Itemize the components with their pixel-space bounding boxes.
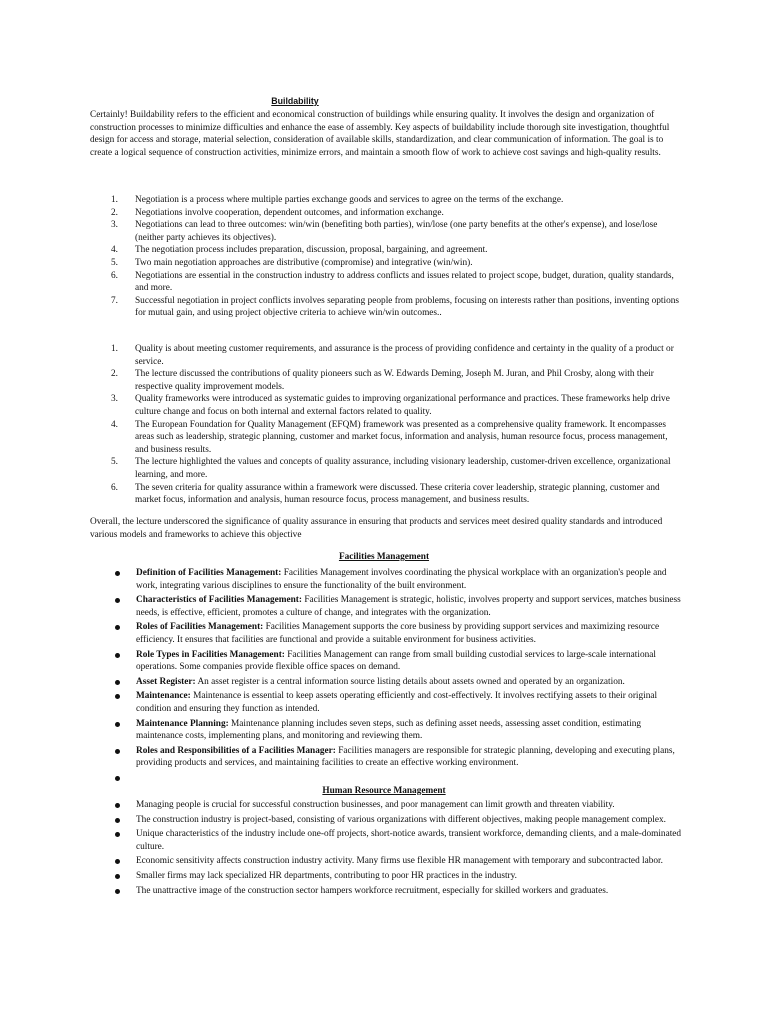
list-item <box>90 368 682 393</box>
list-item <box>90 393 682 418</box>
list-item <box>90 295 682 320</box>
bullet-label: Definition of Facilities Management: <box>136 568 282 578</box>
list-item-text: The negotiation process includes preparation, discussion, proposal, bargaining, and agreement. <box>135 245 488 256</box>
bullet-item <box>90 567 682 592</box>
list-item-number: 6. <box>111 270 118 281</box>
list-item <box>90 244 682 257</box>
list-item-number: 4. <box>111 245 118 256</box>
list-item-number: 1. <box>111 344 118 354</box>
list-item-number: 3. <box>111 220 118 231</box>
bullet-item <box>90 870 682 883</box>
list-item-text: Quality frameworks were introduced as systematic guides to improving organizational performance and practices. These frameworks help drive culture change and focus on both internal and external factors related to quality. <box>135 394 670 417</box>
list-item <box>90 419 682 457</box>
document-title: Buildability <box>271 96 319 106</box>
list-item-text: Quality is about meeting customer requirements, and assurance is the process of providing confidence and certainty in the quality of a product or service. <box>135 344 674 367</box>
list-item <box>90 257 682 270</box>
bullet-item <box>90 855 682 868</box>
bullet-text: Managing people is crucial for successful construction businesses, and poor management can limit growth and threaten viability. <box>136 800 615 810</box>
bullet-text: Maintenance planning includes seven steps, such as defining asset needs, assessing asset condition, estimating maintenance costs, implementing plans, and monitoring and reviewing them. <box>136 718 642 742</box>
bullet-text: The unattractive image of the construction sector hampers workforce recruitment, especially for skilled workers and graduates. <box>136 885 609 896</box>
list-item-number: 2. <box>111 207 118 218</box>
bullet-icon <box>115 653 120 658</box>
bullet-item <box>90 745 682 770</box>
bullet-item <box>90 594 682 619</box>
list-item-number: 4. <box>111 419 118 430</box>
bullet-item <box>90 814 682 827</box>
bullet-text: Maintenance is essential to keep assets operating efficiently and cost-effectively. It involves rectifying assets to their original condition and ensuring they function as intended. <box>136 691 658 714</box>
bullet-icon <box>115 680 120 685</box>
bullet-label: Characteristics of Facilities Management: <box>136 595 303 606</box>
bullet-item <box>90 649 682 674</box>
intro-paragraph: Certainly! Buildability refers to the efficient and economical construction of buildings while ensuring quality. It involves the design and organization of construction processes to minimize difficulties and enhance the ease of assembly. Key aspects of buildability include thorough site investigation, thoughtful design for access and storage, material selection, consideration of available skills, standardization, and clear communication of information. The goal is to create a logical sequence of construction activities, minimize errors, and maintain a smooth flow of work to achieve cost savings and high-quality results. <box>90 110 670 158</box>
bullet-icon <box>115 625 120 630</box>
bullet-item <box>90 676 682 689</box>
bullet-item <box>90 690 682 715</box>
list-item-text: The lecture discussed the contributions of quality pioneers such as W. Edwards Deming, Joseph M. Juran, and Phil Crosby, along with their respective quality improvement models. <box>135 369 654 392</box>
bullet-label: Maintenance Planning: <box>136 718 229 729</box>
list-item <box>90 343 682 368</box>
bullet-label: Asset Register: <box>136 676 196 687</box>
list-item-text: Negotiations can lead to three outcomes: win/win (benefiting both parties), win/lose (one party benefits at the other's expense), and lose/lose (neither party achieves its objectives). <box>135 220 658 243</box>
list-item <box>90 194 682 207</box>
bullet-icon <box>115 598 120 603</box>
list-item <box>90 482 682 507</box>
list-item-number: 2. <box>111 369 118 380</box>
bullet-icon <box>115 571 120 576</box>
bullet-text: Unique characteristics of the industry include one-off projects, short-notice awards, transient workforce, demanding clients, and a male-dominated culture. <box>136 829 682 852</box>
facilities-list <box>90 567 682 787</box>
bullet-text: Facilities Management is strategic, holistic, involves property and support services, matches business needs, is effective, efficient, promotes a culture of change, and integrates with the organization. <box>136 595 681 618</box>
bullet-icon <box>115 859 120 864</box>
bullet-item <box>90 621 682 646</box>
negotiation-list <box>90 194 682 320</box>
bullet-icon <box>115 722 120 727</box>
bullet-text: Economic sensitivity affects construction industry activity. Many firms use flexible HR management with temporary and subcontracted labor. <box>136 856 663 867</box>
bullet-icon <box>115 694 120 699</box>
bullet-text: The construction industry is project-based, consisting of various organizations with different objectives, making people management complex. <box>136 814 666 825</box>
bullet-text: Facilities Management can range from small building custodial services to large-scale international operations. Some companies provide flexible office spaces on demand. <box>136 649 656 673</box>
list-item-number: 6. <box>111 482 118 493</box>
list-item-text: The seven criteria for quality assurance within a framework were discussed. These criteria cover leadership, strategic planning, customer and market focus, information and analysis, human resource focus, process management, and business results. <box>135 482 660 506</box>
bullet-icon <box>115 874 120 879</box>
bullet-item <box>90 799 682 812</box>
bullet-icon <box>115 803 120 808</box>
list-item-text: The European Foundation for Quality Management (EFQM) framework was presented as a comprehensive quality framework. It encompasses areas such as leadership, strategic planning, customer and market focus, information and analysis, human resource focus, process management, and business results. <box>135 419 668 455</box>
quality-list <box>90 343 682 507</box>
bullet-text: Facilities Management involves coordinating the physical workplace with an organization's people and work, integrating various disciplines to ensure the functionality of the built environment. <box>136 568 667 591</box>
list-item-number: 7. <box>111 295 118 306</box>
bullet-item <box>90 885 682 898</box>
list-item-text: Negotiation is a process where multiple parties exchange goods and services to agree on the terms of the exchange. <box>135 195 564 205</box>
list-item-number: 1. <box>111 195 118 205</box>
list-item <box>90 456 682 481</box>
bullet-item <box>90 772 682 785</box>
list-item <box>90 270 682 295</box>
list-item-text: Successful negotiation in project conflicts involves separating people from problems, focusing on interests rather than positions, inventing options for mutual gain, and using project objective criteria to achieve win/win outcomes.. <box>135 295 680 319</box>
list-item-number: 5. <box>111 457 118 468</box>
summary-paragraph: Overall, the lecture underscored the significance of quality assurance in ensuring that products and services meet desired quality standards and introduced various models and frameworks to achieve this objective <box>90 517 663 540</box>
list-item-number: 3. <box>111 394 118 405</box>
bullet-icon <box>115 889 120 894</box>
bullet-text: Facilities managers are responsible for strategic planning, developing and executing plans, providing products and services, and maintaining facilities to create an effective working environment. <box>136 745 675 769</box>
list-item-text: Negotiations involve cooperation, dependent outcomes, and information exchange. <box>135 207 444 218</box>
list-item <box>90 207 682 220</box>
facilities-heading: Facilities Management <box>338 552 430 562</box>
bullet-text: An asset register is a central information source listing details about assets owned and operated by an organization. <box>195 676 625 687</box>
list-item-number: 5. <box>111 257 118 268</box>
bullet-label: Roles of Facilities Management: <box>136 622 264 633</box>
bullet-icon <box>115 832 120 837</box>
bullet-text: Smaller firms may lack specialized HR departments, contributing to poor HR practices in the industry. <box>136 870 517 881</box>
bullet-label: Roles and Responsibilities of a Facilities Manager: <box>136 745 336 756</box>
list-item-text: Two main negotiation approaches are distributive (compromise) and integrative (win/win). <box>135 257 473 268</box>
list-item-text: Negotiations are essential in the construction industry to address conflicts and issues related to project scope, budget, duration, quality standards, and more. <box>135 270 674 294</box>
list-item <box>90 219 682 244</box>
bullet-icon <box>115 776 120 781</box>
list-item-text: The lecture highlighted the values and concepts of quality assurance, including visionary leadership, customer-driven excellence, organizational learning, and more. <box>135 457 671 480</box>
bullet-text: Facilities Management supports the core business by providing support services and maximizing resource efficiency. It ensures that facilities are functional and provide a suitable environment for business activities. <box>136 622 660 645</box>
bullet-label: Role Types in Facilities Management: <box>136 649 285 660</box>
bullet-item <box>90 828 682 853</box>
hr-list <box>90 799 682 899</box>
bullet-icon <box>115 749 120 754</box>
bullet-icon <box>115 818 120 823</box>
bullet-item <box>90 718 682 743</box>
bullet-label: Maintenance: <box>136 691 191 702</box>
hr-heading: Human Resource Management <box>322 786 446 796</box>
